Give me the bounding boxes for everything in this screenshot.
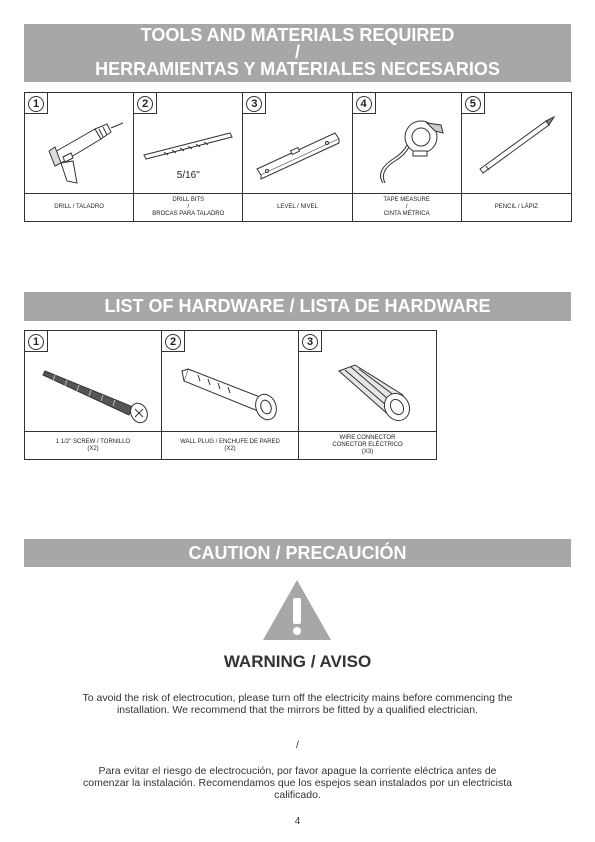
hardware-cell-wire-connector xyxy=(299,331,436,459)
hardware-number-badge: 1 xyxy=(28,334,44,350)
tools-heading-spanish: HERRAMIENTAS Y MATERIALES NECESARIOS xyxy=(95,59,500,79)
warning-title: WARNING / AVISO xyxy=(223,652,372,671)
tools-heading-english: TOOLS AND MATERIALS REQUIRED xyxy=(140,25,455,45)
warning-text-english: To avoid the risk of electrocution, please turn off the electricity mains before commencing the installation. We recommend that the mirrors be fitted by a qualified electrician. xyxy=(82,692,513,716)
warning-text-separator: / xyxy=(296,739,299,751)
drill-icon xyxy=(25,111,133,191)
tools-heading-separator: / xyxy=(294,42,300,62)
tool-number-badge: 1 xyxy=(28,96,44,112)
hardware-cell-wall-plug xyxy=(162,331,299,459)
tool-cell-tape-measure xyxy=(353,93,462,221)
level-icon xyxy=(243,111,351,191)
tool-cell-level xyxy=(243,93,352,221)
tool-cell-drill xyxy=(25,93,134,221)
caution-section-heading: CAUTION / PRECAUCIÓN xyxy=(24,539,571,567)
hardware-caption: 1 1/2" SCREW / TORNILLO (X2) xyxy=(25,431,161,459)
tools-section-heading xyxy=(24,24,571,82)
tool-number-badge: 4 xyxy=(356,96,372,112)
hardware-caption: WIRE CONNECTOR CONECTOR ELÉCTRICO (X3) xyxy=(299,431,436,459)
page-number: 4 xyxy=(294,816,301,827)
tools-table xyxy=(24,92,572,222)
wire-connector-icon xyxy=(299,349,436,429)
pencil-icon xyxy=(462,111,571,191)
wall-plug-icon xyxy=(162,349,298,429)
warning-text-spanish: Para evitar el riesgo de electrocución, por favor apague la corriente eléctrica antes de comenzar la instalación. Recomendamos que los espejos sean instalados por un electricista calificado. xyxy=(83,765,512,801)
tool-number-badge: 3 xyxy=(246,96,262,112)
hardware-caption: WALL PLUG / ENCHUFE DE PARED (X2) xyxy=(162,431,298,459)
screw-icon xyxy=(25,349,161,429)
tool-caption: DRILL / TALADRO xyxy=(25,193,133,221)
tool-cell-pencil xyxy=(462,93,571,221)
hardware-table xyxy=(24,330,437,460)
tool-caption: LEVEL / NIVEL xyxy=(243,193,351,221)
warning-triangle-icon xyxy=(261,578,333,647)
tool-caption: DRILL BITS / BROCAS PARA TALADRO xyxy=(134,193,242,221)
hardware-number-badge: 3 xyxy=(302,334,318,350)
tool-number-badge: 2 xyxy=(137,96,153,112)
tool-caption: PENCIL / LÁPIZ xyxy=(462,193,571,221)
tool-number-badge: 5 xyxy=(465,96,481,112)
hardware-section-heading: LIST OF HARDWARE / LISTA DE HARDWARE xyxy=(24,292,571,321)
hardware-number-badge: 2 xyxy=(165,334,181,350)
hardware-cell-screw xyxy=(25,331,162,459)
tool-cell-drill-bits xyxy=(134,93,243,221)
tool-caption: TAPE MEASURE / CINTA MÉTRICA xyxy=(353,193,461,221)
tape-measure-icon xyxy=(353,111,461,191)
drill-bit-size: 5/16" xyxy=(176,170,200,181)
